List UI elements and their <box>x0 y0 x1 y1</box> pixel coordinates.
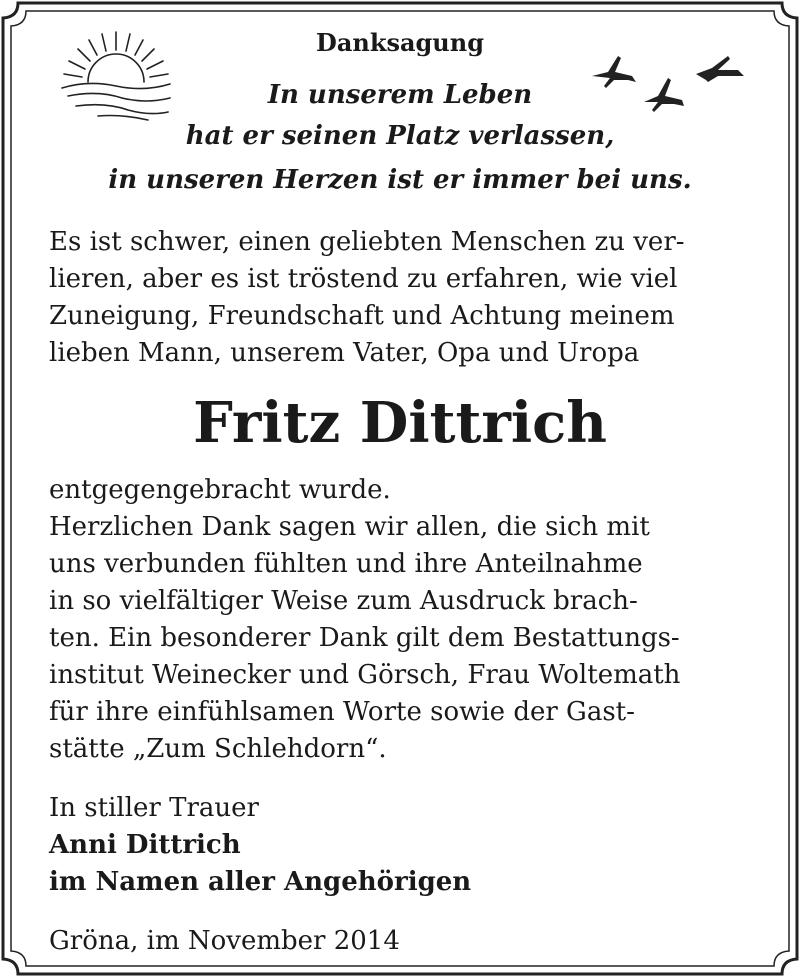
thanks-line: institut Weinecker und Görsch, Frau Woltemath <box>49 660 681 690</box>
family-line: im Namen aller Angehörigen <box>49 867 472 897</box>
intro-line: Es ist schwer, einen geliebten Menschen zu ver- <box>49 227 685 257</box>
intro-line: lieren, aber es ist tröstend zu erfahren, wie viel <box>49 264 678 294</box>
heading-danksagung: Danksagung <box>316 28 484 57</box>
poem-line: hat er seinen Platz verlassen, <box>185 121 615 151</box>
deceased-name: Fritz Dittrich <box>193 390 607 456</box>
thanks-line: ten. Ein besonderer Dank gilt dem Bestattungs- <box>49 623 680 653</box>
intro-line: Zuneigung, Freundschaft und Achtung meinem <box>49 301 675 331</box>
intro-line: lieben Mann, unserem Vater, Opa und Uropa <box>49 338 640 368</box>
thanks-line: entgegengebracht wurde. <box>49 475 391 505</box>
thanks-line: für ihre einfühlsamen Worte sowie der Gast- <box>49 697 635 727</box>
poem-line: In unserem Leben <box>267 80 533 110</box>
mourning-line: In stiller Trauer <box>49 793 259 823</box>
poem-line: in unseren Herzen ist er immer bei uns. <box>108 165 692 195</box>
signer-name: Anni Dittrich <box>49 830 241 860</box>
place-date: Gröna, im November 2014 <box>49 926 400 956</box>
thanks-line: stätte „Zum Schlehdorn“. <box>49 734 387 764</box>
thanks-line: Herzlichen Dank sagen wir allen, die sich mit <box>49 512 650 542</box>
thanks-line: uns verbunden fühlten und ihre Anteilnahme <box>49 549 643 579</box>
thanks-line: in so vielfältiger Weise zum Ausdruck brach- <box>49 586 638 616</box>
